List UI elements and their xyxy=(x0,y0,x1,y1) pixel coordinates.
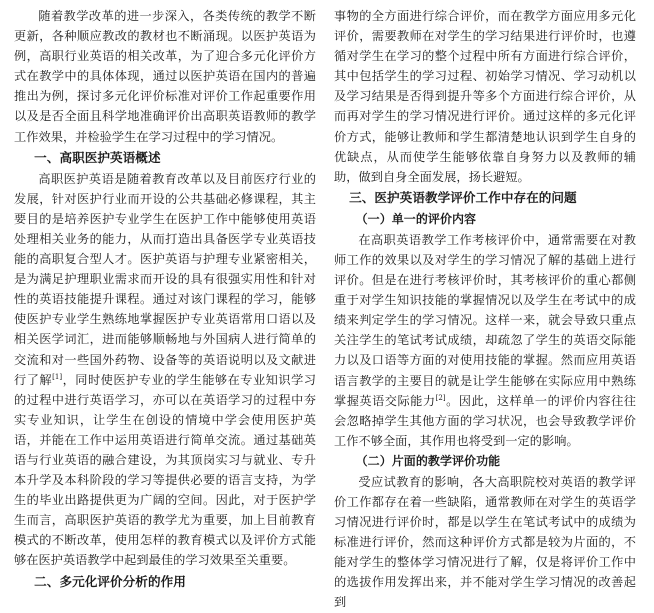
paragraph-overview xyxy=(14,169,316,571)
citation-ref-1[interactable]: [1] xyxy=(52,372,63,381)
paragraph-intro: 随着教学改革的进一步深入，各类传统的教学不断更新，各种顺应教改的教材也不断涌现。以医护英语为例，高职行业英语的相关改革，为了迎合多元化评价方式在教学中的具体体现，通过以医护英语在国内的普遍推出为例，探讨多元化评价标准对评价工作起重要作用以及是否全面且科学地准确评价出高职英语教师的教学工作效果，并检验学生在学习过程中的学习情况。 xyxy=(14,9,316,144)
paragraph-overview-text-a: 高职医护英语是随着教育改革以及目前医疗行业的发展，针对医护行业而开设的公共基础必修课程，其主要目的是培养医护专业学生在医护工作中能够使用英语处理相关业务的能力，从而打造出具备医学专业英语技能的高职复合型人才。医护英语与护理专业紧密相关，是为满足护理职业需求而开设的具有很强实用性和针对性的英语技能提升课程。通过对该门课程的学习，能够使医护专业学生熟练地掌握医护专业英语常用口语以及相关医学词汇，进而能够顺畅地与外国病人进行简单的交流和对一些国外药物、设备等的英语说明以及文献进行了解 xyxy=(14,171,316,387)
right-column xyxy=(334,6,636,613)
section-heading-1: 一、高职医护英语概述 xyxy=(34,149,161,165)
section-heading-3: 三、医护英语教学评价工作中存在的问题 xyxy=(349,189,577,205)
paragraph-single-content xyxy=(334,230,636,451)
paragraph-one-sided-function: 受应试教育的影响，各大高职院校对英语的教学评价工作都存在着一些缺陷，通常教师在对学生的英语学习情况进行评价时，都是以学生在笔试考试中的成绩为标准进行评价，然而这种评价方式都是较为片面的，不能对学生的整体学习情况进行了解，仅是将评价工作中的选拔作用发挥出来，并不能对学生学习情况的改善起到 xyxy=(334,474,636,610)
left-column xyxy=(14,6,316,593)
citation-ref-2[interactable]: [2] xyxy=(435,393,446,402)
section-heading-2: 二、多元化评价分析的作用 xyxy=(34,573,186,589)
paragraph-single-content-text-a: 在高职英语教学工作考核评价中，通常需要在对教师工作的效果以及对学生的学习情况了解的基础上进行评价。但是在进行考核评价时，其考核评价的重心都侧重于对学生知识技能的掌握情况以及学生在考试中的成绩来判定学生的学习情况。这样一来，就会导致只重点关注学生的笔试考试成绩，却疏忽了学生的英语交际能力以及口语等方面的对使用技能的掌握。然而应用英语语言教学的主要目的就是让学生能够在实际应用中熟练掌握英语交际能力 xyxy=(334,232,636,408)
subsection-heading-1: （一）单一的评价内容 xyxy=(355,211,477,226)
paragraph-overview-text-b: ，同时使医护专业的学生能够在专业知识学习的过程中进行英语学习，亦可以在英语学习的过程中夯实专业知识，让学生在创设的情境中学会使用医护英语，并能在工作中运用英语进行简单交流。通过基础英语与行业英语的融合建设，为其顶岗实习与就业、专升本升学及本科阶段的学习等提供必要的语言支持，为学生的毕业出路提供更为广阔的空间。因此，对于医护学生而言，高职医护英语的教学尤为重要，加上目前教育模式的不断改革，使用怎样的教育模式以及评价方式能够在医护英语教学中起到最佳的学习效果至关重要。 xyxy=(14,372,316,568)
paragraph-single-content-text-b: 。因此，这样单一的评价内容往往会忽略掉学生其他方面的学习状况，也会导致教学评价工作不够全面，其作用也将受到一定的影响。 xyxy=(334,393,637,448)
subsection-heading-2: （二）片面的教学评价功能 xyxy=(355,453,501,468)
paragraph-continued: 事物的全方面进行综合评价，而在教学方面应用多元化评价，需要教师在对学生的学习结果进行评价时，也遵循对学生在学习的整个过程中所有方面进行综合评价，其中包括学生的学习过程、初始学习情况、学习动机以及学习结果是否得到提升等多个方面进行综合评价，从而再对学生的学习情况进行评价。通过这样的多元化评价方式，能够让教师和学生都清楚地认识到学生自身的优缺点，从而使学生能够依靠自身努力以及教师的辅助，做到自身全面发展，扬长避短。 xyxy=(334,9,636,184)
